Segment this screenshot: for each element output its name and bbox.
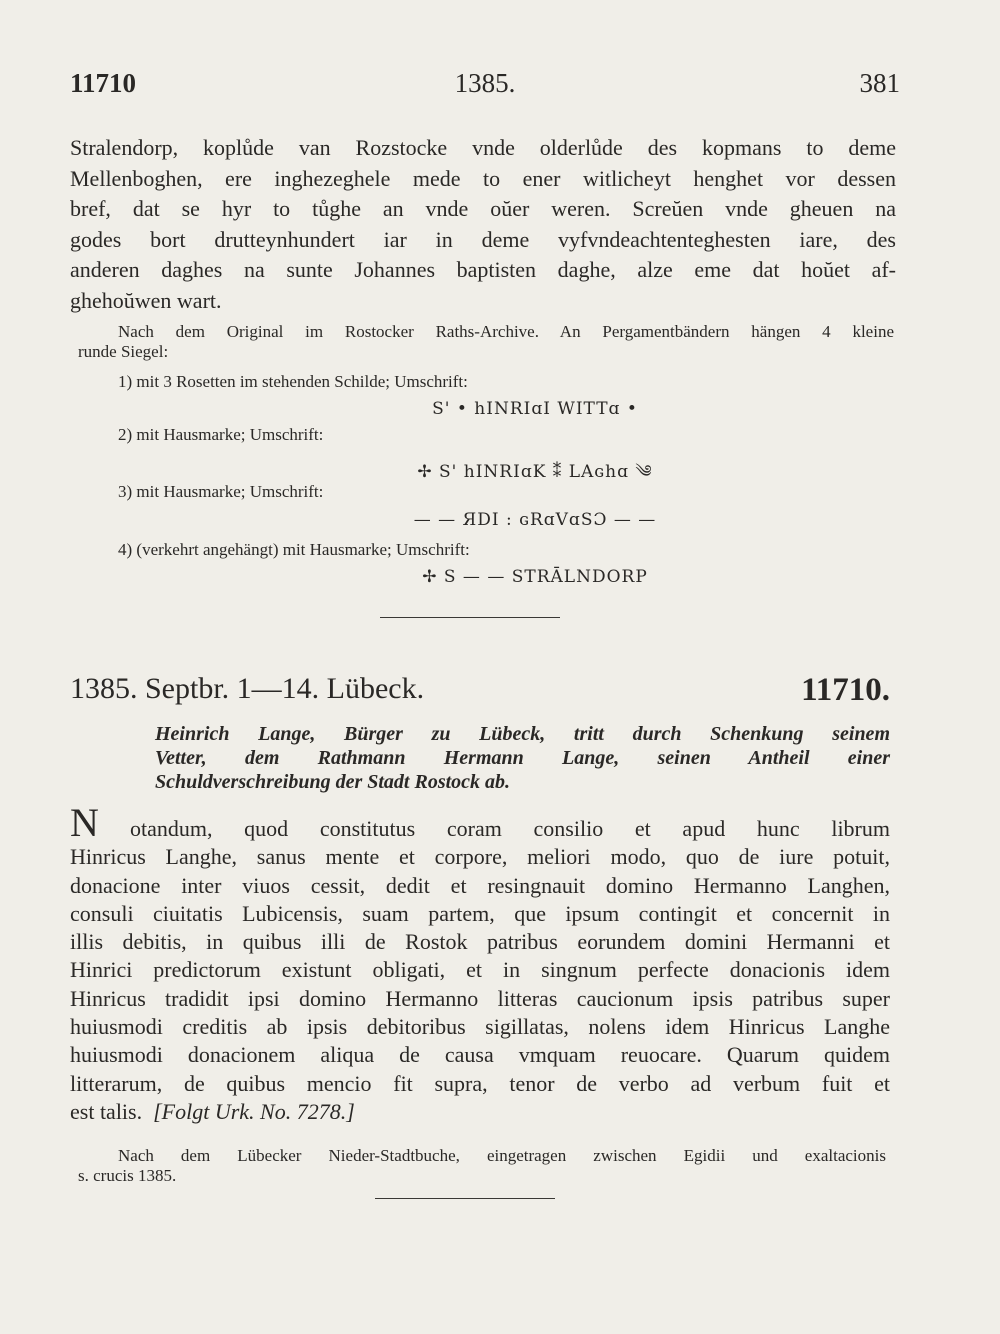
text-line: huiusmodi creditis ab ipsis debitoribus sigillatas, nolens idem Hinricus Langhe	[70, 1014, 890, 1040]
seal-legend: ✢ S' hINRIɑK ⁑ LAɢhɑ ༄	[417, 462, 653, 482]
text-line: bref, dat se hyr to tůghe an vnde oŭer weren. Screŭen vnde gheuen na	[70, 196, 896, 221]
source-note-line: Nach dem Lübecker Nieder-Stadtbuche, eingetragen zwischen Egidii und exaltacionis	[118, 1146, 886, 1165]
text-line: Hinricus Langhe, sanus mente et corpore, meliori modo, quo de iure potuit,	[70, 844, 890, 870]
continuation-text	[70, 133, 896, 316]
text-line: litterarum, de quibus mencio fit supra, tenor de verbo ad verbum fuit et	[70, 1070, 890, 1096]
entry-heading	[70, 672, 890, 714]
seal-legend: ✢ S — — STRᾹLNDORP	[422, 567, 648, 587]
text-line	[70, 800, 890, 845]
seal-description: 3) mit Hausmarke; Umschrift:	[118, 482, 324, 501]
text-line: Hinrici predictorum existunt obligati, et in singnum perfecte donacionis idem	[70, 957, 890, 983]
seal-legend: — — ЯDI : ɢRɑVɑSƆ — —	[413, 510, 657, 530]
seal-description: 2) mit Hausmarke; Umschrift:	[118, 425, 324, 444]
summary-line: Vetter, dem Rathmann Hermann Lange, seinen Antheil einer	[155, 747, 890, 769]
running-doc-number: 11710	[70, 68, 137, 98]
source-note-line: Nach dem Original im Rostocker Raths-Archive. An Pergamentbändern hängen 4 kleine	[118, 322, 894, 341]
summary-line: Schuldverschreibung der Stadt Rostock ab.	[155, 771, 511, 793]
text-line: Stralendorp, koplůde van Rozstocke vnde olderlůde des kopmans to deme	[70, 135, 896, 160]
entry-number: 11710.	[801, 672, 890, 708]
text-line: godes bort drutteynhundert iar in deme vyfvndeachtenteghesten iare, des	[70, 226, 896, 252]
text-line-end: est talis.	[70, 1098, 143, 1124]
summary-line: Heinrich Lange, Bürger zu Lübeck, tritt durch Schenkung seinem	[155, 723, 890, 745]
seal-description: 4) (verkehrt angehängt) mit Hausmarke; Umschrift:	[118, 540, 470, 559]
text-line	[70, 1098, 890, 1126]
reference-note: [Folgt Urk. No. 7278.]	[153, 1098, 355, 1124]
text-line: consuli ciuitatis Lubicensis, suam partem, que ipsum contingit et concernit in	[70, 900, 890, 926]
text-line: illis debitis, in quibus illi de Rostok patribus eorundem domini Hermanni et	[70, 929, 890, 955]
section-divider	[380, 617, 560, 618]
running-year: 1385.	[454, 68, 516, 98]
source-note-line: runde Siegel:	[78, 342, 169, 361]
entry-date-place: 1385. Septbr. 1—14. Lübeck.	[70, 672, 425, 705]
source-note-line: s. crucis 1385.	[78, 1166, 177, 1185]
page-number: 381	[859, 68, 900, 98]
text-line: Hinricus tradidit ipsi domino Hermanno litteras caucionum ipsis patribus super	[70, 985, 890, 1011]
text-line-rest: otandum, quod constitutus coram consilio et apud hunc librum	[130, 816, 890, 841]
seal-legend: S' • hINRIɑI WITTɑ •	[432, 399, 638, 419]
text-line: Mellenboghen, ere inghezeghele mede to ener witlicheyt henghet vor dessen	[70, 165, 896, 191]
seal-description: 1) mit 3 Rosetten im stehenden Schilde; Umschrift:	[118, 372, 468, 391]
entry-summary	[155, 722, 890, 794]
text-line: ghehoŭwen wart.	[70, 287, 222, 313]
entry-text	[70, 800, 890, 1126]
text-line: huiusmodi donacionem aliqua de causa vmquam reuocare. Quarum quidem	[70, 1042, 890, 1068]
text-line: anderen daghes na sunte Johannes baptisten daghe, alze eme dat hoŭet af-	[70, 257, 896, 282]
section-divider	[375, 1198, 555, 1199]
drop-cap: N	[70, 800, 99, 845]
text-line: donacione inter viuos cessit, dedit et resingnauit domino Hermanno Langhen,	[70, 872, 890, 898]
page-header	[70, 68, 900, 108]
